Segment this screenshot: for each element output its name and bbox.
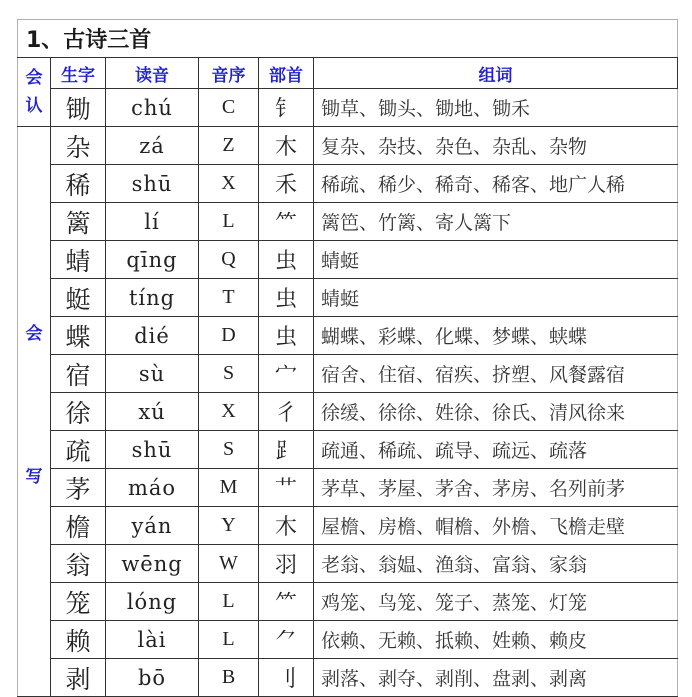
table-row: [18, 659, 678, 697]
table-row: [18, 165, 678, 203]
table-row: [18, 355, 678, 393]
pinyin-cell: shū: [106, 165, 199, 203]
pinyin-cell: máo: [106, 469, 199, 507]
pinyin-cell: lí: [106, 203, 199, 241]
words-cell: 徐缓、徐徐、姓徐、徐氏、清风徐来: [314, 393, 678, 431]
character-cell: 笼: [51, 583, 106, 621]
order-cell: S: [199, 355, 259, 393]
character-cell: 赖: [51, 621, 106, 659]
pinyin-cell: lài: [106, 621, 199, 659]
radical-cell: 羽: [259, 545, 314, 583]
order-cell: X: [199, 393, 259, 431]
header-radical: 部首: [259, 58, 314, 89]
header-order: 音序: [199, 58, 259, 89]
table-row: [18, 241, 678, 279]
table-row: [18, 583, 678, 621]
table-row: [18, 545, 678, 583]
order-cell: B: [199, 659, 259, 697]
character-cell: 徐: [51, 393, 106, 431]
table-row: [18, 431, 678, 469]
order-cell: D: [199, 317, 259, 355]
words-cell: 依赖、无赖、抵赖、姓赖、赖皮: [314, 621, 678, 659]
words-cell: 茅草、茅屋、茅舍、茅房、名列前茅: [314, 469, 678, 507]
table-row: [18, 317, 678, 355]
radical-cell: 禾: [259, 165, 314, 203]
side-label-recognize: [18, 58, 51, 127]
character-cell: 翁: [51, 545, 106, 583]
character-cell: 檐: [51, 507, 106, 545]
header-words: 组词: [314, 58, 678, 89]
words-cell: 屋檐、房檐、帽檐、外檐、飞檐走壁: [314, 507, 678, 545]
order-cell: L: [199, 203, 259, 241]
pinyin-cell: tíng: [106, 279, 199, 317]
pinyin-cell: wēng: [106, 545, 199, 583]
header-pinyin: 读音: [106, 58, 199, 89]
radical-cell: 彳: [259, 393, 314, 431]
side-label-char: 写: [25, 467, 43, 487]
character-cell: 茅: [51, 469, 106, 507]
radical-cell: 虫: [259, 241, 314, 279]
pinyin-cell: chú: [106, 89, 199, 127]
character-cell: 稀: [51, 165, 106, 203]
radical-cell: ⻊: [259, 431, 314, 469]
radical-cell: 钅: [259, 89, 314, 127]
order-cell: L: [199, 583, 259, 621]
radical-cell: ⺈: [259, 621, 314, 659]
radical-cell: 刂: [259, 659, 314, 697]
words-cell: 篱笆、竹篱、寄人篱下: [314, 203, 678, 241]
character-cell: 锄: [51, 89, 106, 127]
pinyin-cell: lóng: [106, 583, 199, 621]
words-cell: 蜻蜓: [314, 241, 678, 279]
side-label-char: 会: [25, 324, 43, 344]
radical-cell: 木: [259, 127, 314, 165]
table-row: [18, 621, 678, 659]
words-cell: 疏通、稀疏、疏导、疏远、疏落: [314, 431, 678, 469]
words-cell: 宿舍、住宿、宿疾、挤塑、风餐露宿: [314, 355, 678, 393]
radical-cell: 虫: [259, 317, 314, 355]
table-row: [18, 127, 678, 165]
vocabulary-table: [17, 19, 678, 697]
character-cell: 杂: [51, 127, 106, 165]
pinyin-cell: dié: [106, 317, 199, 355]
pinyin-cell: qīng: [106, 241, 199, 279]
radical-cell: 宀: [259, 355, 314, 393]
order-cell: Q: [199, 241, 259, 279]
character-cell: 蜻: [51, 241, 106, 279]
character-cell: 蝶: [51, 317, 106, 355]
order-cell: Z: [199, 127, 259, 165]
words-cell: 稀疏、稀少、稀奇、稀客、地广人稀: [314, 165, 678, 203]
character-cell: 疏: [51, 431, 106, 469]
radical-cell: 木: [259, 507, 314, 545]
header-row: [18, 58, 678, 89]
words-cell: 锄草、锄头、锄地、锄禾: [314, 89, 678, 127]
pinyin-cell: sù: [106, 355, 199, 393]
table-row: [18, 507, 678, 545]
pinyin-cell: shū: [106, 431, 199, 469]
character-cell: 蜓: [51, 279, 106, 317]
table-row: [18, 203, 678, 241]
table-row: [18, 279, 678, 317]
radical-cell: 艹: [259, 469, 314, 507]
table-row: [18, 393, 678, 431]
radical-cell: ⺮: [259, 583, 314, 621]
pinyin-cell: bō: [106, 659, 199, 697]
words-cell: 老翁、翁媪、渔翁、富翁、家翁: [314, 545, 678, 583]
side-label-char: 认: [25, 96, 43, 116]
radical-cell: 虫: [259, 279, 314, 317]
words-cell: 蝴蝶、彩蝶、化蝶、梦蝶、蛱蝶: [314, 317, 678, 355]
table-row: [18, 89, 678, 127]
words-cell: 剥落、剥夺、剥削、盘剥、剥离: [314, 659, 678, 697]
order-cell: S: [199, 431, 259, 469]
order-cell: T: [199, 279, 259, 317]
side-label-char: 会: [25, 68, 43, 88]
order-cell: Y: [199, 507, 259, 545]
header-character: 生字: [51, 58, 106, 89]
order-cell: L: [199, 621, 259, 659]
order-cell: X: [199, 165, 259, 203]
character-cell: 篱: [51, 203, 106, 241]
order-cell: M: [199, 469, 259, 507]
radical-cell: ⺮: [259, 203, 314, 241]
words-cell: 蜻蜓: [314, 279, 678, 317]
words-cell: 鸡笼、鸟笼、笼子、蒸笼、灯笼: [314, 583, 678, 621]
pinyin-cell: xú: [106, 393, 199, 431]
vocabulary-sheet: [17, 19, 677, 697]
order-cell: C: [199, 89, 259, 127]
words-cell: 复杂、杂技、杂色、杂乱、杂物: [314, 127, 678, 165]
lesson-title: 1、古诗三首: [18, 20, 678, 58]
order-cell: W: [199, 545, 259, 583]
title-row: [18, 20, 678, 58]
pinyin-cell: zá: [106, 127, 199, 165]
side-label-write: [18, 127, 51, 697]
table-row: [18, 469, 678, 507]
character-cell: 剥: [51, 659, 106, 697]
character-cell: 宿: [51, 355, 106, 393]
pinyin-cell: yán: [106, 507, 199, 545]
